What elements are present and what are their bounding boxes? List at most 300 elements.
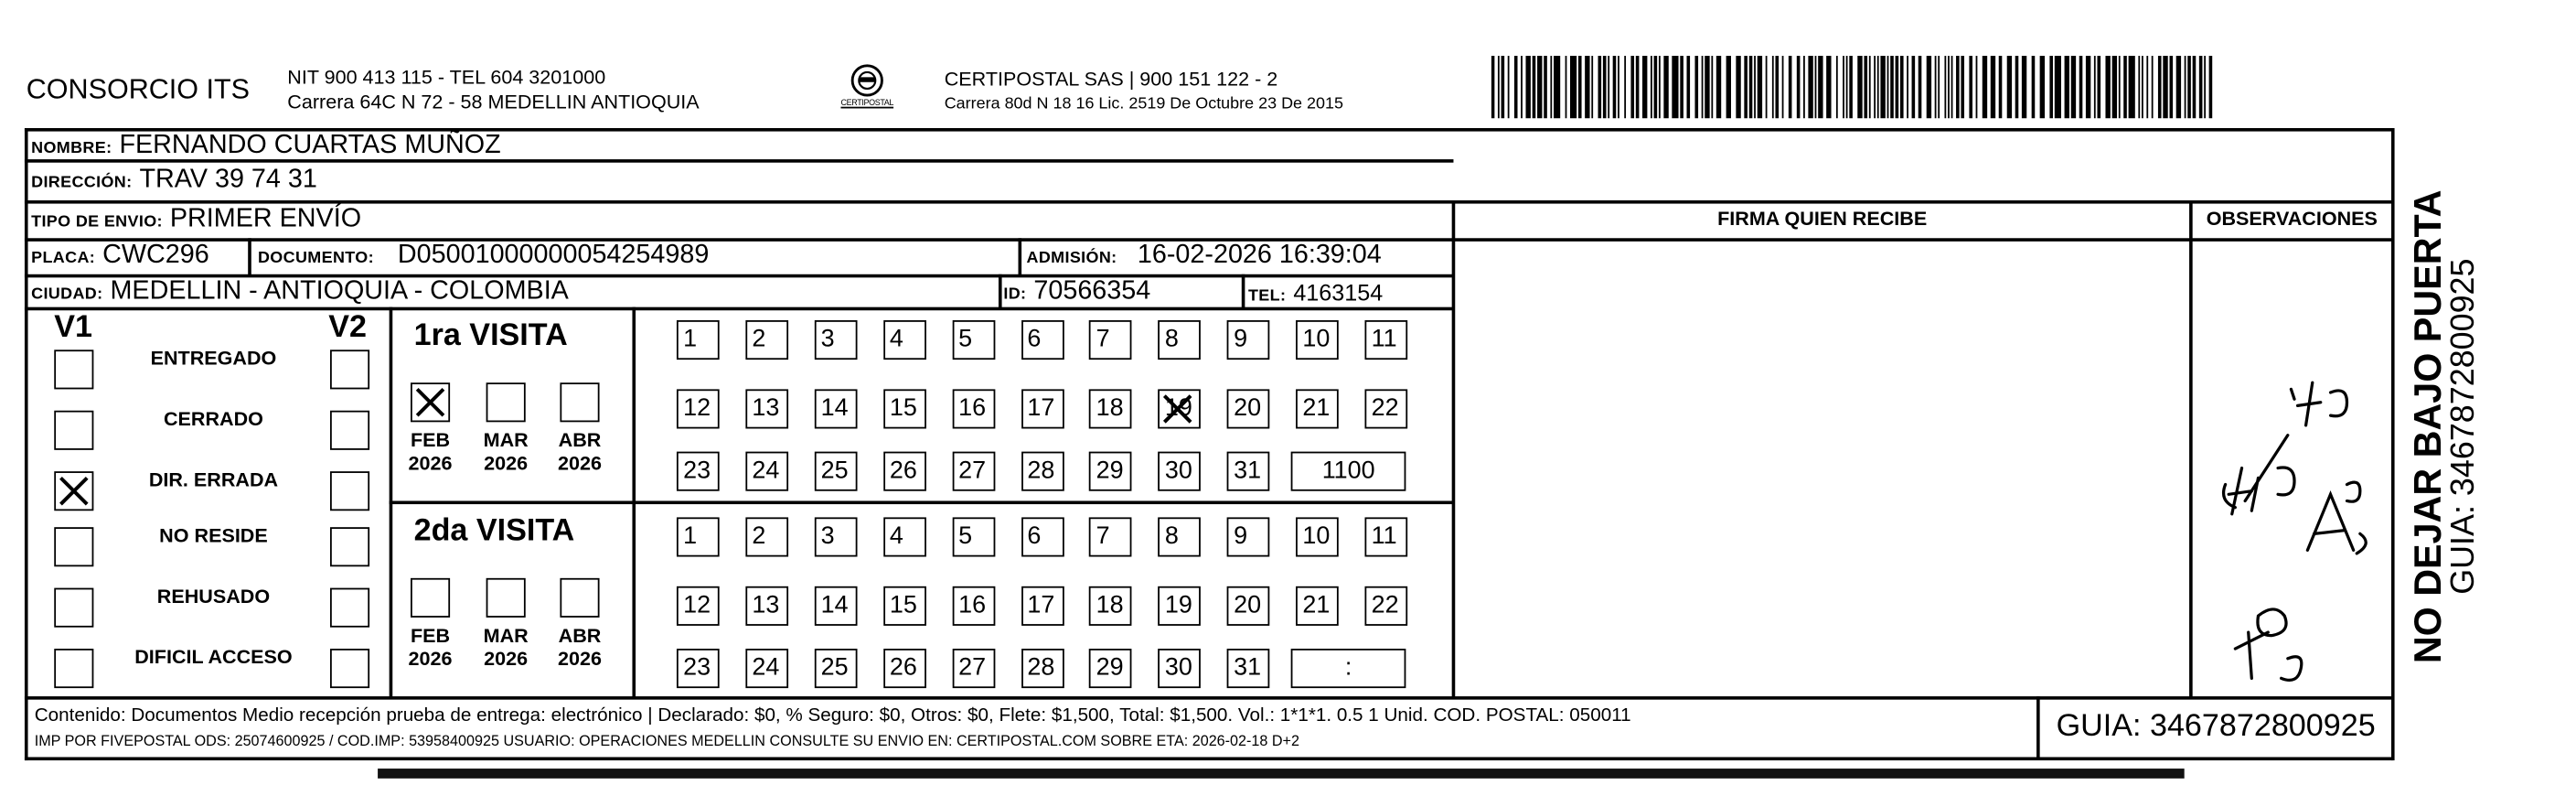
- day-box[interactable]: [1089, 389, 1132, 428]
- day-box[interactable]: [1159, 389, 1202, 428]
- day-number: 1: [683, 522, 698, 551]
- day-box[interactable]: [745, 452, 788, 491]
- barcode-bar: [1951, 56, 1953, 118]
- barcode-bar: [2007, 56, 2012, 118]
- barcode-bar: [1912, 56, 1916, 118]
- day-box[interactable]: [814, 452, 857, 491]
- barcode-bar: [2158, 56, 2162, 118]
- barcode-bar: [2071, 56, 2076, 118]
- barcode-bar: [1636, 56, 1640, 118]
- month-checkbox[interactable]: [486, 382, 526, 422]
- month-name: ABR: [558, 624, 602, 648]
- status-label: NO RESIDE: [159, 523, 268, 547]
- barcode-bar: [2209, 56, 2213, 118]
- barcode-bar: [1608, 56, 1609, 118]
- barcode-bar: [1869, 56, 1871, 118]
- barcode-bar: [1900, 56, 1904, 118]
- day-number: 12: [683, 393, 711, 423]
- day-number: 8: [1164, 325, 1179, 353]
- admision-label: ADMISIÓN:: [1026, 249, 1117, 268]
- id-value: 70566354: [1033, 277, 1151, 306]
- day-box[interactable]: [677, 452, 720, 491]
- barcode-bar: [1654, 56, 1658, 118]
- month-label: [473, 428, 539, 474]
- day-box[interactable]: [1159, 586, 1202, 626]
- tipo-envio-value: PRIMER ENVÍO: [169, 205, 362, 233]
- documento-label: DOCUMENTO:: [257, 249, 374, 268]
- barcode-bar: [1864, 56, 1867, 118]
- day-box[interactable]: [677, 517, 720, 556]
- status-label: REHUSADO: [156, 585, 271, 608]
- v1-label: V1: [54, 310, 93, 345]
- status-label: ENTREGADO: [150, 346, 277, 370]
- barcode-bar: [1642, 56, 1647, 118]
- handwritten-note: [2193, 370, 2387, 690]
- barcode-bar: [1782, 56, 1784, 118]
- barcode-bar: [2123, 56, 2127, 118]
- v2-label: V2: [328, 310, 367, 345]
- barcode-bar: [1815, 56, 1817, 118]
- barcode-bar: [1991, 56, 1995, 118]
- barcode-bar: [1999, 56, 2003, 118]
- barcode-bar: [2032, 56, 2036, 118]
- day-box[interactable]: [1227, 320, 1270, 360]
- month-year: 2026: [557, 647, 602, 671]
- barcode-bar: [1938, 56, 1940, 118]
- day-box[interactable]: [1021, 452, 1064, 491]
- barcode-bar: [1919, 56, 1922, 118]
- month-year: 2026: [484, 451, 529, 475]
- day-number: 7: [1096, 325, 1110, 353]
- direccion-value: TRAV 39 74 31: [139, 166, 317, 194]
- barcode-bar: [1772, 56, 1774, 118]
- barcode-bar: [1659, 56, 1661, 118]
- barcode-bar: [2065, 56, 2069, 118]
- day-box[interactable]: [1159, 517, 1202, 556]
- barcode-bar: [2112, 56, 2117, 118]
- day-box[interactable]: [814, 649, 857, 688]
- barcode-bar: [1874, 56, 1876, 118]
- barcode-bar: [2040, 56, 2045, 118]
- barcode-bar: [1726, 56, 1731, 118]
- day-box[interactable]: [952, 649, 995, 688]
- ciudad-value: MEDELLIN - ANTIOQUIA - COLOMBIA: [110, 277, 569, 306]
- barcode-bar: [1613, 56, 1617, 118]
- day-box[interactable]: [952, 517, 995, 556]
- barcode-bar: [1927, 56, 1931, 118]
- time-box[interactable]: 1100: [1291, 452, 1406, 491]
- nombre-value: FERNANDO CUARTAS MUÑOZ: [119, 131, 501, 160]
- day-number: 5: [958, 325, 973, 353]
- barcode-bar: [1533, 56, 1536, 118]
- second-visit-title: 2da VISITA: [413, 513, 575, 549]
- day-box[interactable]: [1227, 389, 1270, 428]
- day-box[interactable]: [1089, 517, 1132, 556]
- day-box[interactable]: [677, 389, 720, 428]
- day-number: 30: [1164, 653, 1192, 682]
- day-box[interactable]: [1296, 320, 1339, 360]
- side-warning: NO DEJAR BAJO PUERTA: [2406, 189, 2449, 664]
- month-year: 2026: [557, 451, 602, 475]
- barcode-bar: [1686, 56, 1690, 118]
- day-number: 6: [1027, 522, 1042, 551]
- day-box[interactable]: [814, 320, 857, 360]
- admision-value: 16-02-2026 16:39:04: [1137, 241, 1382, 270]
- barcode-bar: [1935, 56, 1937, 118]
- barcode-bar: [2094, 56, 2096, 118]
- day-number: 24: [752, 457, 780, 485]
- barcode-bar: [2129, 56, 2135, 118]
- month-year: 2026: [408, 647, 453, 671]
- barcode-bar: [1585, 56, 1589, 118]
- tel-field: [1248, 279, 1383, 308]
- company-nit: NIT 900 413 115 - TEL 604 3201000: [287, 65, 606, 89]
- day-number: 4: [889, 522, 903, 551]
- ciudad-field: [31, 277, 569, 306]
- logo-caption: CERTIPOSTAL: [840, 98, 894, 109]
- barcode-bar: [2022, 56, 2026, 118]
- day-box[interactable]: [1296, 389, 1339, 428]
- day-number: 29: [1096, 653, 1124, 682]
- barcode-bar: [1857, 56, 1862, 118]
- day-box[interactable]: [677, 320, 720, 360]
- barcode-bar: [1680, 56, 1683, 118]
- barcode-bar: [1491, 56, 1495, 118]
- month-name: FEB: [411, 428, 451, 452]
- day-box[interactable]: [745, 517, 788, 556]
- barcode-bar: [1890, 56, 1894, 118]
- month-label: [473, 624, 539, 670]
- day-box[interactable]: [1021, 389, 1064, 428]
- month-label: [547, 624, 613, 670]
- day-number: 2: [752, 522, 766, 551]
- day-number: 18: [1096, 591, 1124, 619]
- day-box[interactable]: [677, 586, 720, 626]
- barcode-bar: [1961, 56, 1964, 118]
- status-label: DIFICIL ACCESO: [134, 645, 293, 669]
- day-box[interactable]: [1089, 649, 1132, 688]
- barcode-bar: [1705, 56, 1709, 118]
- barcode-bar: [2170, 56, 2174, 118]
- barcode-bar: [2097, 56, 2100, 118]
- day-number: 3: [820, 522, 835, 551]
- day-number: 10: [1302, 325, 1331, 353]
- month-label: [398, 428, 464, 474]
- month-name: MAR: [483, 624, 529, 648]
- barcode-bar: [1525, 56, 1530, 118]
- day-box[interactable]: [952, 452, 995, 491]
- barcode-bar: [2055, 56, 2061, 118]
- month-checkbox[interactable]: [411, 578, 450, 618]
- day-number: 24: [752, 653, 780, 682]
- day-number: 30: [1164, 457, 1192, 485]
- placa-label: PLACA:: [31, 249, 96, 268]
- barcode-bar: [1694, 56, 1698, 118]
- barcode-bar: [2187, 56, 2191, 118]
- day-number: 21: [1302, 591, 1331, 619]
- barcode-bar: [1877, 56, 1879, 118]
- day-number: 1: [683, 325, 698, 353]
- barcode-bar: [1570, 56, 1577, 118]
- barcode-bar: [1554, 56, 1560, 118]
- day-box[interactable]: [1089, 586, 1132, 626]
- day-box[interactable]: [1021, 586, 1064, 626]
- barcode-bar: [1836, 56, 1838, 118]
- day-box[interactable]: [745, 320, 788, 360]
- day-box[interactable]: [1364, 320, 1407, 360]
- barcode-bar: [2079, 56, 2083, 118]
- footer-contents: Contenido: Documentos Medio recepción prueba de entrega: electrónico | Declarado: $0, % Seguro: $0, Otros: $0, Flete: $1,500, Total: $1,500. Vol.: 1*1*1. 0.5 1 Unid. COD. POSTAL: 050011: [34, 705, 1631, 726]
- day-box[interactable]: [745, 586, 788, 626]
- day-number: 5: [958, 522, 973, 551]
- barcode-bar: [2193, 56, 2197, 118]
- status-label: DIR. ERRADA: [148, 468, 279, 491]
- barcode-bar: [1969, 56, 1972, 118]
- day-number: 20: [1234, 393, 1262, 423]
- barcode-bar: [1754, 56, 1756, 118]
- barcode-bar: [1818, 56, 1822, 118]
- barcode-bar: [1521, 56, 1523, 118]
- barcode-bar: [2105, 56, 2110, 118]
- barcode-bar: [1983, 56, 1987, 118]
- day-number: 20: [1234, 591, 1262, 619]
- month-checkbox[interactable]: [560, 382, 599, 422]
- barcode-bar: [1550, 56, 1552, 118]
- barcode-bar: [2176, 56, 2181, 118]
- day-number: 3: [820, 325, 835, 353]
- day-box[interactable]: [745, 389, 788, 428]
- barcode-bar: [1603, 56, 1607, 118]
- barcode-bar: [1775, 56, 1779, 118]
- day-box[interactable]: [952, 320, 995, 360]
- barcode-bar: [1789, 56, 1792, 118]
- day-number: 28: [1027, 653, 1055, 682]
- day-box[interactable]: [883, 452, 926, 491]
- day-box[interactable]: [1364, 586, 1407, 626]
- barcode-bar: [2199, 56, 2203, 118]
- barcode-bar: [1907, 56, 1908, 118]
- placa-value: CWC296: [102, 241, 209, 270]
- documento-value: D05001000000054254989: [397, 241, 710, 270]
- day-number: 23: [683, 457, 711, 485]
- day-number: 22: [1371, 591, 1399, 619]
- tel-value: 4163154: [1293, 279, 1384, 306]
- day-number: 11: [1371, 522, 1397, 551]
- day-box[interactable]: [1021, 320, 1064, 360]
- day-box[interactable]: [1227, 452, 1270, 491]
- day-number: 10: [1302, 522, 1331, 551]
- barcode-bar: [2185, 56, 2186, 118]
- barcode-bar: [2138, 56, 2140, 118]
- month-checkbox[interactable]: [560, 578, 599, 618]
- month-name: MAR: [483, 428, 529, 452]
- day-number: 18: [1096, 393, 1124, 423]
- day-number: 25: [820, 653, 849, 682]
- tipo-envio-field: [31, 205, 361, 234]
- day-box[interactable]: [1296, 586, 1339, 626]
- direccion-field: [31, 166, 317, 195]
- barcode-bar: [1711, 56, 1713, 118]
- day-number: 27: [958, 653, 987, 682]
- barcode-bar: [1766, 56, 1768, 118]
- day-number: 16: [958, 393, 987, 423]
- day-box[interactable]: [883, 389, 926, 428]
- day-number: 23: [683, 653, 711, 682]
- nombre-field: [31, 132, 501, 161]
- day-number: 19: [1164, 591, 1192, 619]
- barcode-bar: [1578, 56, 1582, 118]
- day-box[interactable]: [814, 586, 857, 626]
- barcode-bar: [1944, 56, 1946, 118]
- day-number: 19: [1164, 393, 1192, 423]
- barcode-bar: [1537, 56, 1542, 118]
- day-box[interactable]: [1021, 649, 1064, 688]
- month-label: [547, 428, 613, 474]
- barcode-bar: [1630, 56, 1634, 118]
- day-box[interactable]: [1159, 320, 1202, 360]
- id-field: [1003, 277, 1150, 306]
- id-label: ID:: [1003, 285, 1027, 305]
- footer-guia: GUIA: 3467872800925: [2056, 709, 2376, 745]
- day-box[interactable]: [883, 649, 926, 688]
- barcode-bar: [2049, 56, 2053, 118]
- day-box[interactable]: [1296, 517, 1339, 556]
- barcode-bar: [1843, 56, 1844, 118]
- barcode-bar: [1948, 56, 1950, 118]
- barcode-bar: [1514, 56, 1518, 118]
- barcode-bar: [2119, 56, 2121, 118]
- carrier-license: Carrera 80d N 18 16 Lic. 2519 De Octubre 23 De 2015: [944, 95, 1344, 113]
- day-box[interactable]: [952, 389, 995, 428]
- barcode-bar: [1880, 56, 1885, 118]
- day-box[interactable]: [1364, 389, 1407, 428]
- barcode-bar: [1502, 56, 1505, 118]
- day-number: 26: [889, 653, 917, 682]
- day-box[interactable]: [883, 320, 926, 360]
- barcode-bar: [1758, 56, 1762, 118]
- barcode-bar: [1956, 56, 1960, 118]
- day-box[interactable]: [1159, 452, 1202, 491]
- month-year: 2026: [484, 647, 529, 671]
- barcode-bar: [1508, 56, 1510, 118]
- barcode-bar: [1826, 56, 1831, 118]
- firma-header: FIRMA QUIEN RECIBE: [1717, 207, 1928, 231]
- day-number: 25: [820, 457, 849, 485]
- day-box[interactable]: [1089, 452, 1132, 491]
- day-number: 17: [1027, 393, 1055, 423]
- day-box[interactable]: [1364, 517, 1407, 556]
- x-mark-icon: [412, 384, 449, 420]
- nombre-label: NOMBRE:: [31, 139, 112, 158]
- barcode-bar: [2015, 56, 2019, 118]
- barcode-bar: [1566, 56, 1567, 118]
- company-address: Carrera 64C N 72 - 58 MEDELLIN ANTIOQUIA: [287, 90, 700, 113]
- month-name: ABR: [558, 428, 602, 452]
- day-number: 13: [752, 393, 780, 423]
- barcode-bar: [2152, 56, 2154, 118]
- placa-field: [31, 242, 209, 271]
- day-number: 31: [1234, 653, 1262, 682]
- day-number: 14: [820, 393, 849, 423]
- barcode-bar: [1651, 56, 1652, 118]
- barcode-bar: [1797, 56, 1801, 118]
- documento-field: [258, 242, 709, 271]
- barcode-bar: [1702, 56, 1704, 118]
- barcode-bar: [1716, 56, 1721, 118]
- day-box[interactable]: [1227, 649, 1270, 688]
- side-guia: GUIA: 3467872800925: [2445, 258, 2482, 595]
- day-number: 17: [1027, 591, 1055, 619]
- day-box[interactable]: [883, 586, 926, 626]
- day-box[interactable]: [1159, 649, 1202, 688]
- barcode-bar: [1598, 56, 1602, 118]
- barcode-bar: [1744, 56, 1748, 118]
- day-number: 9: [1234, 522, 1248, 551]
- time-box[interactable]: :: [1291, 649, 1406, 688]
- barcode-bar: [1544, 56, 1547, 118]
- barcode-bar: [1808, 56, 1812, 118]
- day-box[interactable]: [677, 649, 720, 688]
- day-number: 29: [1096, 457, 1124, 485]
- barcode-bar: [1591, 56, 1593, 118]
- day-box[interactable]: [1089, 320, 1132, 360]
- day-number: 2: [752, 325, 766, 353]
- tel-label: TEL:: [1247, 287, 1287, 306]
- month-checkbox[interactable]: [486, 578, 526, 618]
- month-year: 2026: [408, 451, 453, 475]
- barcode-bar: [1849, 56, 1853, 118]
- certipostal-logo: [834, 62, 900, 118]
- barcode-bar: [1624, 56, 1626, 118]
- day-number: 11: [1371, 325, 1397, 353]
- first-visit-title: 1ra VISITA: [413, 318, 568, 353]
- status-label: CERRADO: [163, 407, 263, 431]
- direccion-label: DIRECCIÓN:: [31, 174, 133, 193]
- ciudad-label: CIUDAD:: [31, 285, 103, 305]
- day-number: 9: [1234, 325, 1248, 353]
- barcode-bar: [2204, 56, 2206, 118]
- day-box[interactable]: [952, 586, 995, 626]
- barcode: [1491, 56, 2218, 122]
- barcode-bar: [1749, 56, 1753, 118]
- day-box[interactable]: [745, 649, 788, 688]
- tipo-envio-label: TIPO DE ENVIO:: [31, 213, 163, 232]
- barcode-bar: [2086, 56, 2090, 118]
- day-box[interactable]: [814, 389, 857, 428]
- barcode-bar: [1803, 56, 1805, 118]
- observaciones-header: OBSERVACIONES: [2206, 207, 2378, 231]
- day-number: 27: [958, 457, 987, 485]
- month-label: [398, 624, 464, 670]
- month-checkbox[interactable]: [411, 382, 450, 422]
- day-box[interactable]: [883, 517, 926, 556]
- barcode-bar: [2146, 56, 2148, 118]
- day-box[interactable]: [1227, 586, 1270, 626]
- barcode-bar: [1663, 56, 1668, 118]
- day-number: 28: [1027, 457, 1055, 485]
- admision-field: [1027, 242, 1382, 271]
- day-number: 31: [1234, 457, 1262, 485]
- month-name: FEB: [411, 624, 451, 648]
- day-box[interactable]: [1021, 517, 1064, 556]
- day-number: 21: [1302, 393, 1331, 423]
- day-box[interactable]: [1227, 517, 1270, 556]
- day-number: 16: [958, 591, 987, 619]
- day-number: 4: [889, 325, 903, 353]
- day-box[interactable]: [814, 517, 857, 556]
- day-number: 7: [1096, 522, 1110, 551]
- x-mark-icon: [1160, 391, 1197, 426]
